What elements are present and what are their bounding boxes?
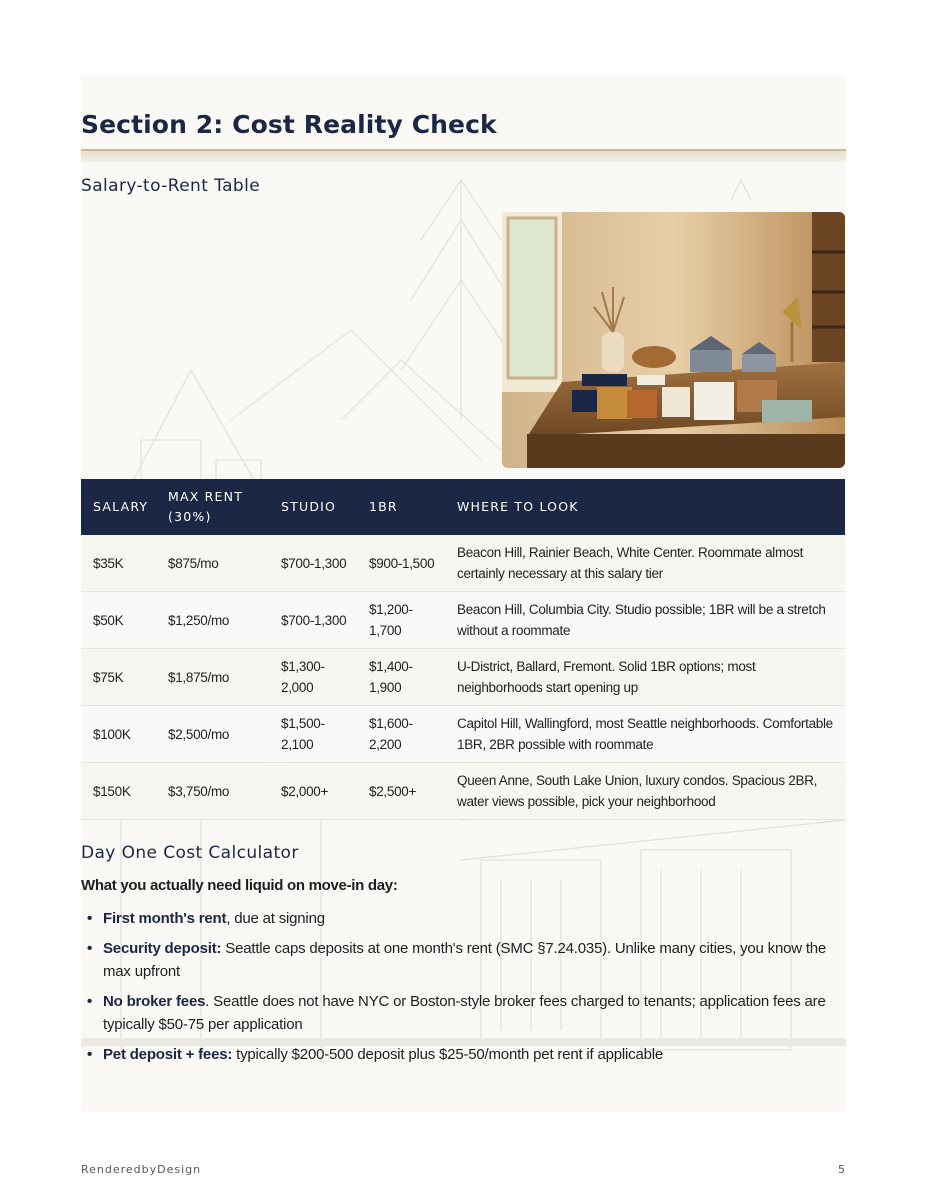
cell-1br: $1,400-1,900 <box>357 649 445 706</box>
salary-rent-table <box>81 479 845 820</box>
cell-where-to-look: Beacon Hill, Rainier Beach, White Center. Roommate almost certainly necessary at this salary tier <box>445 535 845 592</box>
cell-salary: $35K <box>81 535 156 592</box>
table-row <box>81 592 845 649</box>
cell-1br: $1,600-2,200 <box>357 706 445 763</box>
list-item <box>103 937 855 983</box>
item-text: Seattle caps deposits at one month's rent (SMC §7.24.035). Unlike many cities, you know the max upfront <box>103 940 827 980</box>
item-label: Security deposit: <box>103 940 222 957</box>
cell-studio: $700-1,300 <box>269 535 357 592</box>
cell-where-to-look: Queen Anne, South Lake Union, luxury condos. Spacious 2BR, water views possible, pick your neighborhood <box>445 763 845 820</box>
item-label: No broker fees <box>103 993 206 1010</box>
item-text: . Seattle does not have NYC or Boston-style broker fees charged to tenants; application fees are typically $50-75 per application <box>103 993 826 1033</box>
table-heading: Salary-to-Rent Table <box>81 176 261 196</box>
item-text: , due at signing <box>226 910 325 927</box>
title-divider <box>81 149 846 162</box>
column-header-where-to-look: WHERE TO LOOK <box>445 479 845 535</box>
item-label: Pet deposit + fees: <box>103 1046 233 1063</box>
footer-brand: RenderedbyDesign <box>81 1163 202 1176</box>
cell-max-rent: $1,875/mo <box>156 649 269 706</box>
list-item <box>103 1043 855 1066</box>
table-row <box>81 535 845 592</box>
calculator-lead: What you actually need liquid on move-in day: <box>81 877 398 894</box>
cell-max-rent: $875/mo <box>156 535 269 592</box>
cell-1br: $2,500+ <box>357 763 445 820</box>
item-text: typically $200-500 deposit plus $25-50/month pet rent if applicable <box>232 1046 664 1063</box>
cell-where-to-look: U-District, Ballard, Fremont. Solid 1BR options; most neighborhoods start opening up <box>445 649 845 706</box>
page-number: 5 <box>838 1163 845 1176</box>
cell-max-rent: $1,250/mo <box>156 592 269 649</box>
cell-max-rent: $3,750/mo <box>156 763 269 820</box>
cell-studio: $2,000+ <box>269 763 357 820</box>
section-title: Section 2: Cost Reality Check <box>81 110 497 139</box>
column-header-max-rent: MAX RENT (30%) <box>156 479 269 535</box>
cell-studio: $1,500-2,100 <box>269 706 357 763</box>
cell-studio: $700-1,300 <box>269 592 357 649</box>
table-row <box>81 706 845 763</box>
cell-1br: $1,200-1,700 <box>357 592 445 649</box>
list-item <box>103 907 855 930</box>
table-row <box>81 763 845 820</box>
calculator-heading: Day One Cost Calculator <box>81 843 299 863</box>
table-header-row <box>81 479 845 535</box>
column-header-studio: STUDIO <box>269 479 357 535</box>
cell-1br: $900-1,500 <box>357 535 445 592</box>
table-row <box>81 649 845 706</box>
cell-max-rent: $2,500/mo <box>156 706 269 763</box>
cell-salary: $75K <box>81 649 156 706</box>
cell-where-to-look: Beacon Hill, Columbia City. Studio possible; 1BR will be a stretch without a roommate <box>445 592 845 649</box>
cell-where-to-look: Capitol Hill, Wallingford, most Seattle neighborhoods. Comfortable 1BR, 2BR possible with roommate <box>445 706 845 763</box>
list-item <box>103 990 855 1036</box>
cell-salary: $100K <box>81 706 156 763</box>
page-band-divider <box>81 1038 846 1046</box>
cell-salary: $150K <box>81 763 156 820</box>
item-label: First month's rent <box>103 910 227 927</box>
move-in-cost-list <box>81 907 855 1073</box>
column-header-salary: SALARY <box>81 479 156 535</box>
column-header-1br: 1BR <box>357 479 445 535</box>
cell-studio: $1,300-2,000 <box>269 649 357 706</box>
cell-salary: $50K <box>81 592 156 649</box>
desk-swatches-photo <box>502 212 845 468</box>
